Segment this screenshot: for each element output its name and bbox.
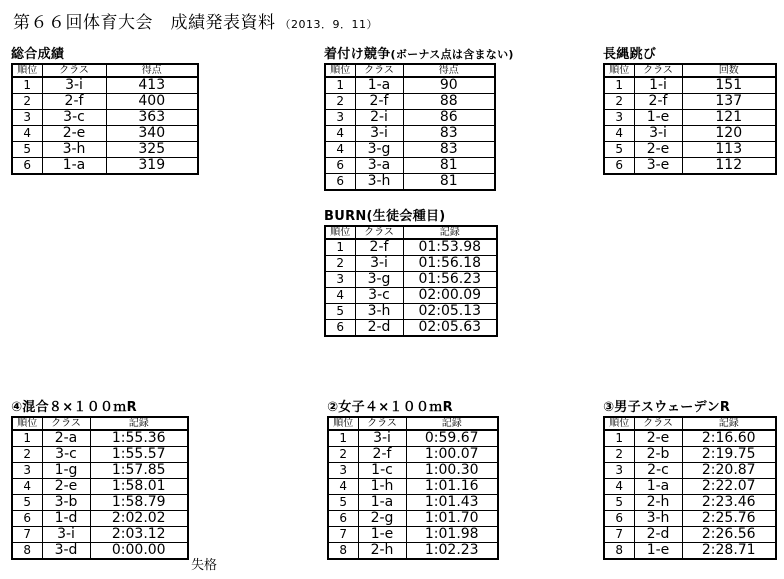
class-cell: 3-c (355, 288, 403, 304)
table-row (12, 430, 188, 447)
mixed-relay-block (11, 400, 189, 560)
header-class: クラス (42, 64, 106, 77)
boys-swedish-relay-title: ③男子スウェーデンR (603, 400, 731, 415)
class-cell: 3-i (355, 256, 403, 272)
header-rank: 順位 (604, 64, 634, 77)
table-row (328, 495, 498, 511)
class-cell: 2-d (634, 527, 682, 543)
rank-cell: 6 (328, 511, 358, 527)
header-class: クラス (42, 417, 90, 430)
rank-cell: 5 (328, 495, 358, 511)
value-cell: 121 (682, 110, 776, 126)
class-cell: 3-c (42, 110, 106, 126)
overall-results-title: 総合成績 (11, 47, 65, 62)
rank-cell: 6 (604, 511, 634, 527)
page-title (13, 8, 378, 33)
rank-cell: 8 (328, 543, 358, 560)
class-cell: 3-e (634, 158, 682, 175)
value-cell: 1:01.98 (406, 527, 498, 543)
header-class: クラス (634, 417, 682, 430)
class-cell: 3-g (355, 272, 403, 288)
rank-cell: 3 (12, 110, 42, 126)
rank-cell: 4 (325, 142, 355, 158)
header-value: 記録 (682, 417, 776, 430)
burn-block (324, 209, 498, 337)
rank-cell: 4 (325, 288, 355, 304)
page-title-text: 第６６回体育大会 成績発表資料 (13, 13, 276, 33)
value-cell: 81 (403, 174, 495, 191)
class-cell: 3-i (634, 126, 682, 142)
rank-cell: 8 (604, 543, 634, 560)
value-cell: 319 (106, 158, 198, 175)
class-cell: 3-i (358, 430, 406, 447)
dressing-race-block (324, 47, 514, 191)
value-cell: 2:28.71 (682, 543, 776, 560)
rank-cell: 5 (325, 304, 355, 320)
rank-cell: 6 (325, 174, 355, 191)
rank-cell: 2 (12, 94, 42, 110)
table-row (325, 304, 497, 320)
table-row (604, 94, 776, 110)
value-cell: 2:03.12 (90, 527, 188, 543)
table-row (604, 495, 776, 511)
class-cell: 2-i (355, 110, 403, 126)
table-row (12, 495, 188, 511)
table-row (12, 463, 188, 479)
value-cell: 1:55.36 (90, 430, 188, 447)
rank-cell: 3 (325, 110, 355, 126)
value-cell: 2:20.87 (682, 463, 776, 479)
rank-cell: 1 (12, 77, 42, 94)
dressing-race-note: (ボーナス点は含まない) (390, 48, 514, 61)
rank-cell: 5 (604, 495, 634, 511)
value-cell: 2:19.75 (682, 447, 776, 463)
table-row (325, 142, 495, 158)
dressing-race-title (324, 47, 514, 63)
table-row (328, 430, 498, 447)
long-rope-title: 長縄跳び (603, 47, 657, 62)
class-cell: 2-f (355, 239, 403, 256)
table-row (604, 158, 776, 175)
table-row (325, 158, 495, 174)
rank-cell: 6 (12, 511, 42, 527)
girls-relay-block (327, 400, 499, 560)
mixed-relay-table (11, 416, 189, 560)
value-cell: 90 (403, 77, 495, 94)
table-row (604, 447, 776, 463)
value-cell: 325 (106, 142, 198, 158)
class-cell: 2-g (358, 511, 406, 527)
value-cell: 1:57.85 (90, 463, 188, 479)
header-class: クラス (358, 417, 406, 430)
rank-cell: 4 (12, 479, 42, 495)
table-row (604, 430, 776, 447)
class-cell: 3-a (355, 158, 403, 174)
dressing-race-table (324, 63, 496, 191)
table-row (12, 543, 188, 560)
table-row (12, 511, 188, 527)
value-cell: 2:02.02 (90, 511, 188, 527)
rank-cell: 5 (604, 142, 634, 158)
class-cell: 2-b (634, 447, 682, 463)
class-cell: 2-c (634, 463, 682, 479)
value-cell: 1:00.07 (406, 447, 498, 463)
class-cell: 2-h (634, 495, 682, 511)
header-rank: 順位 (325, 64, 355, 77)
value-cell: 400 (106, 94, 198, 110)
boys-swedish-relay-table (603, 416, 777, 560)
class-cell: 2-f (358, 447, 406, 463)
table-row (604, 77, 776, 94)
value-cell: 2:23.46 (682, 495, 776, 511)
rank-cell: 2 (604, 447, 634, 463)
class-cell: 3-i (42, 77, 106, 94)
long-rope-table (603, 63, 777, 175)
rank-cell: 2 (325, 256, 355, 272)
value-cell: 413 (106, 77, 198, 94)
table-row (12, 142, 198, 158)
value-cell: 2:25.76 (682, 511, 776, 527)
rank-cell: 5 (12, 142, 42, 158)
value-cell: 1:58.79 (90, 495, 188, 511)
class-cell: 1-c (358, 463, 406, 479)
class-cell: 3-h (634, 511, 682, 527)
header-class: クラス (355, 64, 403, 77)
value-cell: 88 (403, 94, 495, 110)
value-cell: 363 (106, 110, 198, 126)
table-row (328, 479, 498, 495)
table-row (328, 527, 498, 543)
class-cell: 2-e (42, 479, 90, 495)
table-row (325, 110, 495, 126)
table-row (604, 463, 776, 479)
class-cell: 1-e (358, 527, 406, 543)
header-class: クラス (634, 64, 682, 77)
table-row (325, 256, 497, 272)
class-cell: 1-d (42, 511, 90, 527)
table-row (328, 463, 498, 479)
header-value: 記録 (406, 417, 498, 430)
disqualified-note: 失格 (191, 558, 218, 573)
rank-cell: 1 (604, 77, 634, 94)
class-cell: 3-d (42, 543, 90, 560)
long-rope-block (603, 47, 777, 175)
value-cell: 1:55.57 (90, 447, 188, 463)
class-cell: 1-e (634, 110, 682, 126)
class-cell: 1-i (634, 77, 682, 94)
table-row (328, 511, 498, 527)
value-cell: 01:56.23 (403, 272, 497, 288)
overall-results-block (11, 47, 199, 175)
table-row (325, 239, 497, 256)
value-cell: 0:00.00 (90, 543, 188, 560)
value-cell: 01:56.18 (403, 256, 497, 272)
rank-cell: 4 (12, 126, 42, 142)
girls-relay-table (327, 416, 499, 560)
table-row (12, 158, 198, 175)
class-cell: 3-h (42, 142, 106, 158)
class-cell: 3-i (355, 126, 403, 142)
value-cell: 02:05.63 (403, 320, 497, 337)
class-cell: 2-f (42, 94, 106, 110)
rank-cell: 6 (604, 158, 634, 175)
table-row (604, 479, 776, 495)
value-cell: 02:00.09 (403, 288, 497, 304)
value-cell: 2:22.07 (682, 479, 776, 495)
rank-cell: 1 (604, 430, 634, 447)
rank-cell: 6 (12, 158, 42, 175)
rank-cell: 3 (604, 463, 634, 479)
girls-relay-title: ②女子４×１００ｍR (327, 400, 453, 415)
rank-cell: 2 (325, 94, 355, 110)
value-cell: 1:01.16 (406, 479, 498, 495)
class-cell: 2-e (42, 126, 106, 142)
header-value: 得点 (403, 64, 495, 77)
rank-cell: 1 (328, 430, 358, 447)
value-cell: 340 (106, 126, 198, 142)
page-date: （2013．9．11） (279, 18, 378, 31)
value-cell: 86 (403, 110, 495, 126)
class-cell: 2-e (634, 430, 682, 447)
class-cell: 2-d (355, 320, 403, 337)
table-row (604, 543, 776, 560)
class-cell: 1-h (358, 479, 406, 495)
rank-cell: 7 (604, 527, 634, 543)
rank-cell: 8 (12, 543, 42, 560)
dressing-race-title-text: 着付け競争 (324, 47, 391, 62)
table-row (604, 511, 776, 527)
table-row (325, 174, 495, 191)
value-cell: 1:01.70 (406, 511, 498, 527)
value-cell: 1:02.23 (406, 543, 498, 560)
class-cell: 3-h (355, 304, 403, 320)
rank-cell: 2 (328, 447, 358, 463)
rank-cell: 6 (325, 320, 355, 337)
value-cell: 02:05.13 (403, 304, 497, 320)
table-row (325, 272, 497, 288)
header-rank: 順位 (328, 417, 358, 430)
value-cell: 113 (682, 142, 776, 158)
table-row (328, 543, 498, 560)
value-cell: 83 (403, 126, 495, 142)
class-cell: 3-b (42, 495, 90, 511)
rank-cell: 7 (12, 527, 42, 543)
value-cell: 112 (682, 158, 776, 175)
rank-cell: 7 (328, 527, 358, 543)
table-row (12, 479, 188, 495)
table-row (12, 94, 198, 110)
value-cell: 120 (682, 126, 776, 142)
table-row (12, 447, 188, 463)
header-rank: 順位 (12, 417, 42, 430)
table-row (604, 527, 776, 543)
value-cell: 83 (403, 142, 495, 158)
mixed-relay-title: ④混合８×１００ｍR (11, 400, 137, 415)
rank-cell: 2 (12, 447, 42, 463)
class-cell: 1-a (42, 158, 106, 175)
rank-cell: 5 (12, 495, 42, 511)
header-value: 回数 (682, 64, 776, 77)
table-row (325, 77, 495, 94)
overall-results-table (11, 63, 199, 175)
table-row (604, 142, 776, 158)
rank-cell: 6 (325, 158, 355, 174)
table-row (12, 110, 198, 126)
header-value: 記録 (403, 226, 497, 239)
value-cell: 1:58.01 (90, 479, 188, 495)
class-cell: 3-g (355, 142, 403, 158)
table-row (325, 320, 497, 337)
table-row (325, 94, 495, 110)
class-cell: 2-e (634, 142, 682, 158)
class-cell: 1-a (634, 479, 682, 495)
class-cell: 1-a (355, 77, 403, 94)
rank-cell: 3 (325, 272, 355, 288)
class-cell: 1-a (358, 495, 406, 511)
value-cell: 0:59.67 (406, 430, 498, 447)
class-cell: 3-h (355, 174, 403, 191)
header-class: クラス (355, 226, 403, 239)
value-cell: 137 (682, 94, 776, 110)
class-cell: 1-e (634, 543, 682, 560)
rank-cell: 3 (604, 110, 634, 126)
value-cell: 01:53.98 (403, 239, 497, 256)
header-rank: 順位 (604, 417, 634, 430)
table-row (12, 527, 188, 543)
class-cell: 1-g (42, 463, 90, 479)
value-cell: 1:01.43 (406, 495, 498, 511)
rank-cell: 1 (325, 77, 355, 94)
value-cell: 151 (682, 77, 776, 94)
header-value: 得点 (106, 64, 198, 77)
rank-cell: 4 (328, 479, 358, 495)
rank-cell: 2 (604, 94, 634, 110)
boys-swedish-relay-block (603, 400, 777, 560)
rank-cell: 4 (604, 479, 634, 495)
rank-cell: 4 (325, 126, 355, 142)
burn-title: BURN(生徒会種目) (324, 209, 446, 224)
class-cell: 3-c (42, 447, 90, 463)
rank-cell: 1 (12, 430, 42, 447)
table-row (328, 447, 498, 463)
table-row (12, 77, 198, 94)
rank-cell: 3 (328, 463, 358, 479)
class-cell: 2-h (358, 543, 406, 560)
table-row (604, 126, 776, 142)
header-value: 記録 (90, 417, 188, 430)
value-cell: 1:00.30 (406, 463, 498, 479)
header-rank: 順位 (325, 226, 355, 239)
rank-cell: 4 (604, 126, 634, 142)
class-cell: 2-f (634, 94, 682, 110)
rank-cell: 3 (12, 463, 42, 479)
class-cell: 3-i (42, 527, 90, 543)
class-cell: 2-f (355, 94, 403, 110)
table-row (325, 288, 497, 304)
class-cell: 2-a (42, 430, 90, 447)
table-row (12, 126, 198, 142)
table-row (604, 110, 776, 126)
burn-table (324, 225, 498, 337)
value-cell: 81 (403, 158, 495, 174)
rank-cell: 1 (325, 239, 355, 256)
value-cell: 2:16.60 (682, 430, 776, 447)
table-row (325, 126, 495, 142)
value-cell: 2:26.56 (682, 527, 776, 543)
header-rank: 順位 (12, 64, 42, 77)
